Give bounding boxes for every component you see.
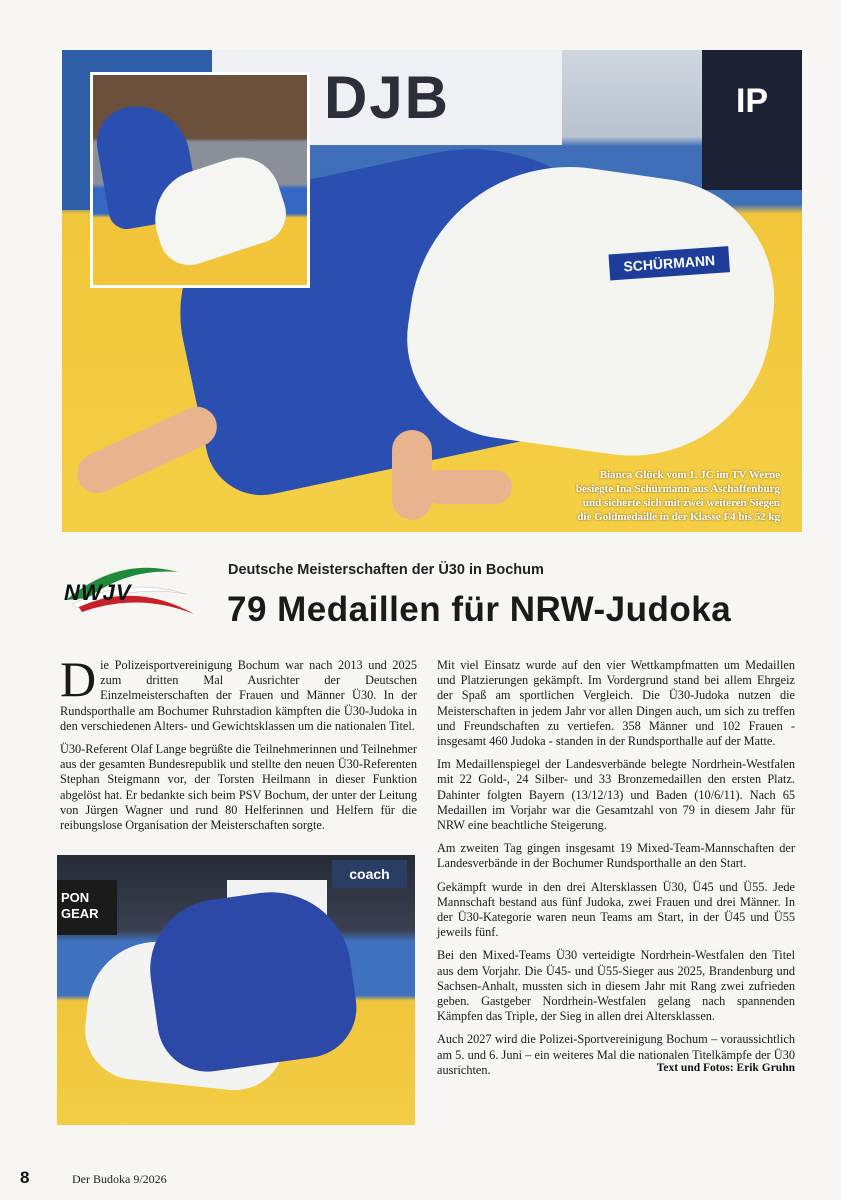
coach-sign: coach bbox=[332, 860, 407, 888]
hero-photo bbox=[62, 50, 802, 532]
paragraph: Gekämpft wurde in den drei Altersklassen Ü30, Ü45 und Ü55. Jede Mannschaft bestand aus fünf Judoka, zwei Frauen und drei Männer. In der Ü30-Kategorie waren neun Teams am Start, in der Ü45 und Ü55 jeweils fünf. bbox=[437, 879, 795, 940]
judoka-blue-lower bbox=[141, 882, 363, 1078]
photo-credit: Text und Fotos: Erik Gruhn bbox=[656, 1062, 795, 1074]
article-headline: 79 Medaillen für NRW-Judoka bbox=[227, 590, 732, 629]
sponsor-sign-left: PON GEAR bbox=[57, 880, 117, 935]
hero-caption-line: besiegte Ina Schürmann aus Aschaffenburg bbox=[575, 483, 780, 495]
back-name-text: SCHÜRMANN bbox=[622, 252, 716, 275]
paragraph bbox=[60, 651, 417, 734]
paragraph: Bei den Mixed-Teams Ü30 verteidigte Nordrhein-Westfalen den Titel aus dem Vorjahr. Die Ü45- und Ü55-Sieger aus 2025, Brandenburg und Sachsen-Anhalt, mussten sich in diesem Jahr mit Rang zwei zufrieden geben. Gastgeber Nordrhein-Westfalen gelang nach spannenden Kämpfen das Triple, der Sieg in allen drei Altersklassen. bbox=[437, 948, 795, 1024]
drop-cap: D bbox=[60, 651, 97, 707]
leg-left bbox=[71, 400, 224, 500]
hero-caption-line: die Goldmedaille in der Klasse F4 bis 52 kg bbox=[577, 511, 780, 523]
lower-photo bbox=[57, 855, 415, 1125]
back-name-patch bbox=[608, 246, 730, 280]
sponsor-banner bbox=[702, 50, 802, 190]
publication-name: Der Budoka 9/2026 bbox=[72, 1172, 167, 1186]
nwjv-logo bbox=[58, 562, 198, 626]
article-column-left bbox=[60, 651, 417, 841]
article-kicker: Deutsche Meisterschaften der Ü30 in Bochum bbox=[228, 562, 544, 578]
paragraph: Im Medaillenspiegel der Landesverbände belegte Nordrhein-Westfalen mit 22 Gold-, 24 Silber- und 33 Bronzemedaillen den ersten Platz. Dahinter folgten Bayern (13/12/13) und Baden (10/6/11). Nach 65 Medaillen im Vorjahr war die Gesamtzahl von 79 in diesem Jahr für NRW eine beachtliche Steigerung. bbox=[437, 757, 795, 833]
hero-caption-line: und sicherte sich mit zwei weiteren Siegen bbox=[582, 497, 780, 509]
djb-banner-text: DJB bbox=[323, 64, 451, 131]
paragraph: Mit viel Einsatz wurde auf den vier Wettkampfmatten um Medaillen und Platzierungen gekämpft. Im Vordergrund stand bei allem Ehrgeiz der Spaß am sportlichen Vergleich. Die Ü30-Judoka nutzen die Meisterschaften in jedem Jahr vor allen Dingen auch, um sich zu treffen und Freundschaften zu vertiefen. 358 Männer und 102 Frauen - insgesamt 460 Judoka - standen in der Rundsporthalle auf der Matte. bbox=[437, 658, 795, 749]
page-number: 8 bbox=[20, 1168, 30, 1187]
article-column-right bbox=[437, 658, 795, 1086]
paragraph-text: ie Polizeisportvereinigung Bochum war nach 2013 und 2025 zum dritten Mal Ausrichter der Deutschen Einzelmeisterschaften der Frauen und Männer Ü30. In der Rundsporthalle am Bochumer Ruhrstadion kämpften die Ü30-Judoka in den verschiedenen Alters- und Gewichtsklassen um die nationalen Titel. bbox=[60, 658, 417, 733]
foot-right bbox=[422, 470, 512, 504]
paragraph: Auch 2027 wird die Polizei-Sportvereinigung Bochum – voraussichtlich am 5. und 6. Juni – ein weiteres Mal die nationalen Titelkämpfe der Ü30 ausrichten. bbox=[437, 1032, 795, 1077]
inset-photo bbox=[90, 72, 310, 288]
hero-caption-line: Bianca Glück vom 1. JC im TV Werne bbox=[599, 469, 780, 481]
paragraph: Am zweiten Tag gingen insgesamt 19 Mixed-Team-Mannschaften der Landesverbände in der Bochumer Rundsporthalle an den Start. bbox=[437, 841, 795, 871]
hero-caption bbox=[530, 468, 780, 524]
sponsor-banner-text: IP bbox=[735, 82, 769, 120]
logo-text: NWJV bbox=[64, 580, 132, 605]
paragraph: Ü30-Referent Olaf Lange begrüßte die Teilnehmerinnen und Teilnehmer aus der gesamten Bundesrepublik und stellte den neuen Ü30-Referenten Stephan Steigmann vor, der Torsten Heilmann in dieser Funktion abgelöst hat. Er bedankte sich beim PSV Bochum, der unter der Leitung von Jürgen Wagner und rund 80 Helferinnen und Helfern für die reibungslose Organisation der Meisterschaften sorgte. bbox=[60, 742, 417, 833]
